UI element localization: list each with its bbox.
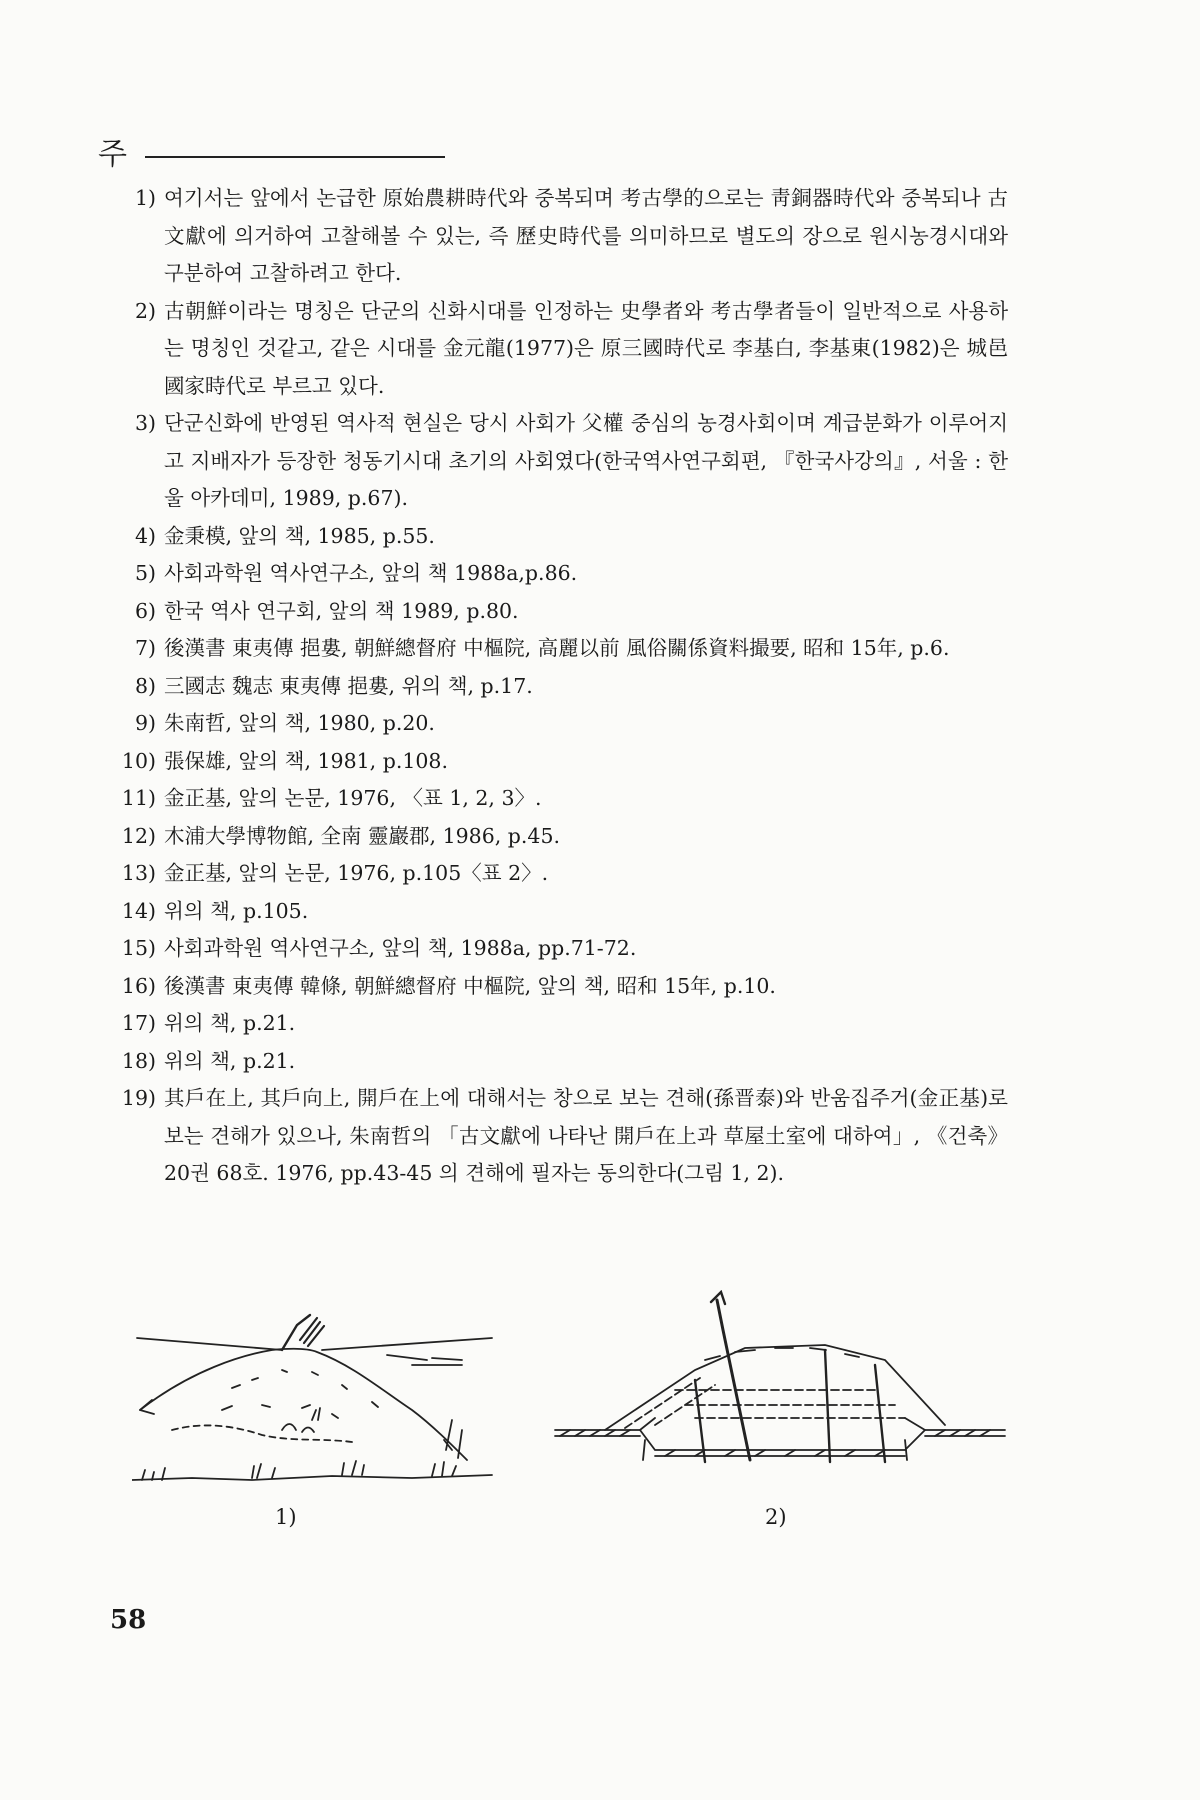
footnote-number: 4): [134, 523, 156, 548]
footnote-text: 金正基, 앞의 논문, 1976, 〈표 1, 2, 3〉.: [164, 786, 542, 810]
footnote-text: 木浦大學博物館, 全南 靈巖郡, 1986, p.45.: [164, 823, 561, 848]
footnote-number: 1): [134, 186, 156, 210]
footnote: [98, 180, 1008, 293]
figure-caption: 1): [275, 1505, 297, 1529]
footnote-number: 6): [134, 598, 156, 623]
footnote: [98, 930, 1008, 968]
heading-label: 주: [98, 137, 127, 172]
footnote-number: 9): [134, 711, 156, 735]
footnote: [98, 405, 1008, 518]
footnote-list: [98, 180, 1008, 1193]
footnote-text: 위의 책, p.105.: [164, 898, 309, 923]
footnote-text: 한국 역사 연구회, 앞의 책 1989, p.80.: [164, 598, 519, 623]
footnote-number: 16): [121, 973, 156, 998]
footnote: [98, 968, 1008, 1006]
footnote-number: 15): [121, 936, 156, 960]
footnote-text: 金正基, 앞의 논문, 1976, p.105〈표 2〉.: [164, 861, 549, 885]
footnote-number: 17): [121, 1011, 156, 1035]
heading-rule: [145, 156, 445, 158]
footnote-text: 金秉模, 앞의 책, 1985, p.55.: [164, 523, 435, 548]
figure-caption: 2): [765, 1505, 787, 1529]
footnote-text: 위의 책, p.21.: [164, 1011, 296, 1035]
footnote-number: 18): [121, 1048, 156, 1073]
footnote: [98, 705, 1008, 743]
footnote-text: 朱南哲, 앞의 책, 1980, p.20.: [164, 711, 435, 735]
footnote: [98, 1043, 1008, 1081]
footnote-number: 14): [121, 898, 156, 923]
footnote: [98, 1005, 1008, 1043]
footnote-text: 張保雄, 앞의 책, 1981, p.108.: [164, 748, 448, 773]
footnote-number: 12): [121, 823, 156, 848]
footnote: [98, 555, 1008, 593]
footnote-number: 19): [121, 1086, 156, 1110]
footnote-text: 여기서는 앞에서 논급한 原始農耕時代와 중복되며 考古學的으로는 靑銅器時代와 중복되나 古文獻에 의거하여 고찰해볼 수 있는, 즉 歷史時代를 의미하므로 별도의 장으로 원시농경시대와 구분하여 고찰하려고 한다.: [164, 186, 1008, 285]
footnote: [98, 1080, 1008, 1193]
footnote-text: 위의 책, p.21.: [164, 1048, 296, 1073]
footnote-text: 사회과학원 역사연구소, 앞의 책, 1988a, pp.71-72.: [164, 936, 637, 960]
footnote: [98, 630, 1008, 668]
footnote-number: 7): [134, 636, 156, 660]
page-number: 58: [110, 1605, 147, 1635]
footnote: [98, 293, 1008, 406]
mound-dwelling-sketch: [132, 1310, 502, 1490]
footnote: [98, 743, 1008, 781]
footnote-text: 後漢書 東夷傳 韓條, 朝鮮總督府 中樞院, 앞의 책, 昭和 15年, p.10.: [164, 973, 776, 998]
footnote: [98, 893, 1008, 931]
footnote-number: 13): [121, 861, 156, 885]
footnote: [98, 855, 1008, 893]
footnote-text: 後漢書 東夷傳 挹婁, 朝鮮總督府 中樞院, 高麗以前 風俗關係資料撮要, 昭和 15年, p.6.: [164, 636, 950, 660]
footnote-number: 11): [121, 786, 156, 810]
footnote-number: 8): [134, 673, 156, 698]
footnote-text: 古朝鮮이라는 명칭은 단군의 신화시대를 인정하는 史學者와 考古學者들이 일반적으로 사용하는 명칭인 것같고, 같은 시대를 金元龍(1977)은 原三國時代로 李基白, 李基東(1982)은 城邑國家時代로 부르고 있다.: [164, 298, 1008, 398]
footnote: [98, 780, 1008, 818]
footnote-text: 三國志 魏志 東夷傳 挹婁, 위의 책, p.17.: [164, 673, 533, 698]
footnote-number: 10): [121, 748, 156, 773]
footnote-text: 其戶在上, 其戶向上, 開戶在上에 대해서는 창으로 보는 견해(孫晋泰)와 반움집주거(金正基)로 보는 견해가 있으나, 朱南哲의 「古文獻에 나타난 開戶在上과 草屋土室에 대하여」, 《건축》 20권 68호. 1976, pp.43-45 의 견해에 필자는 동의한다(그림 1, 2).: [164, 1086, 1008, 1185]
footnote: [98, 593, 1008, 631]
notes-heading: [98, 138, 445, 172]
footnote-number: 2): [134, 298, 156, 323]
pit-dwelling-section-sketch: [545, 1290, 1015, 1475]
footnote-text: 사회과학원 역사연구소, 앞의 책 1988a,p.86.: [164, 561, 578, 585]
footnote: [98, 518, 1008, 556]
footnote: [98, 668, 1008, 706]
footnote-text: 단군신화에 반영된 역사적 현실은 당시 사회가 父權 중심의 농경사회이며 계급분화가 이루어지고 지배자가 등장한 청동기시대 초기의 사회였다(한국역사연구회편, 『한국사강의』, 서울 : 한울 아카데미, 1989, p.67).: [164, 411, 1008, 510]
footnote: [98, 818, 1008, 856]
footnote-number: 3): [134, 411, 156, 435]
footnote-number: 5): [134, 561, 156, 585]
